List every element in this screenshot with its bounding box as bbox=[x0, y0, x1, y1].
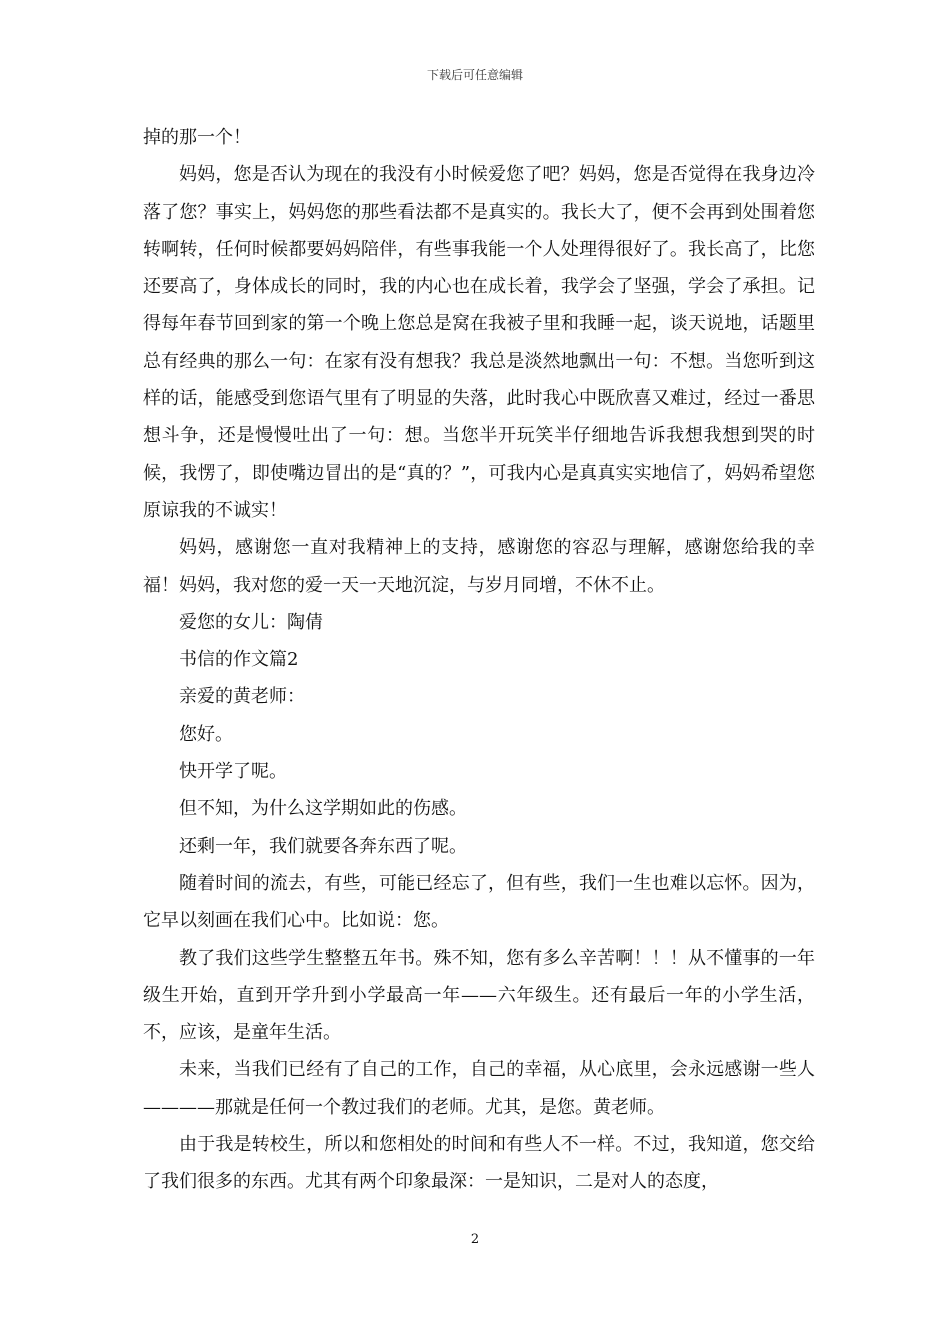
paragraph: 掉的那一个！ bbox=[143, 127, 251, 148]
paragraph: 未来，当我们已经有了自己的工作，自己的幸福，从心底里，会永远感谢一些人————那就是任何一个教过我们的老师。尤其，是您。黄老师。 bbox=[143, 1059, 815, 1118]
paragraph: 妈妈，您是否认为现在的我没有小时候爱您了吧？妈妈，您是否觉得在我身边冷落了您？事实上，妈妈您的那些看法都不是真实的。我长大了，便不会再到处围着您转啊转，任何时候都要妈妈陪伴，有些事我能一个人处理得很好了。我长高了，比您还要高了，身体成长的同时，我的内心也在成长着，我学会了坚强，学会了承担。记得每年春节回到家的第一个晚上您总是窝在我被子里和我睡一起，谈天说地，话题里总有经典的那么一句：在家有没有想我？我总是淡然地飘出一句：不想。当您听到这样的话，能感受到您语气里有了明显的失落，此时我心中既欣喜又难过，经过一番思想斗争，还是慢慢吐出了一句：想。当您半开玩笑半仔细地告诉我想我想到哭的时候，我愣了，即使嘴边冒出的是“真的？”，可我内心是真真实实地信了，妈妈希望您原谅我的不诚实！ bbox=[143, 164, 815, 521]
signature-line: 爱您的女儿：陶倩 bbox=[179, 611, 323, 633]
salutation: 亲爱的黄老师： bbox=[179, 686, 305, 708]
paragraph: 妈妈，感谢您一直对我精神上的支持，感谢您的容忍与理解，感谢您给我的幸福！妈妈，我对您的爱一天一天地沉淀，与岁月同增，不休不止。 bbox=[143, 537, 815, 596]
greeting: 您好。 bbox=[179, 723, 233, 745]
paragraph: 快开学了呢。 bbox=[179, 761, 287, 783]
paragraph: 由于我是转校生，所以和您相处的时间和有些人不一样。不过，我知道，您交给了我们很多的东西。尤其有两个印象最深：一是知识，二是对人的态度， bbox=[143, 1134, 815, 1193]
page-header: 下载后可任意编辑 bbox=[426, 68, 523, 82]
section-title: 书信的作文篇2 bbox=[179, 649, 299, 671]
document-body bbox=[143, 119, 815, 1201]
page-number: 2 bbox=[470, 1232, 480, 1247]
paragraph: 教了我们这些学生整整五年书。殊不知，您有多么辛苦啊！！！从不懂事的一年级生开始，直到开学升到小学最高一年——六年级生。还有最后一年的小学生活，不，应该，是童年生活。 bbox=[143, 947, 815, 1044]
paragraph: 随着时间的流去，有些，可能已经忘了，但有些，我们一生也难以忘怀。因为，它早以刻画在我们心中。比如说：您。 bbox=[143, 872, 815, 932]
paragraph: 但不知，为什么这学期如此的伤感。 bbox=[179, 798, 467, 820]
paragraph: 还剩一年，我们就要各奔东西了呢。 bbox=[179, 835, 467, 857]
